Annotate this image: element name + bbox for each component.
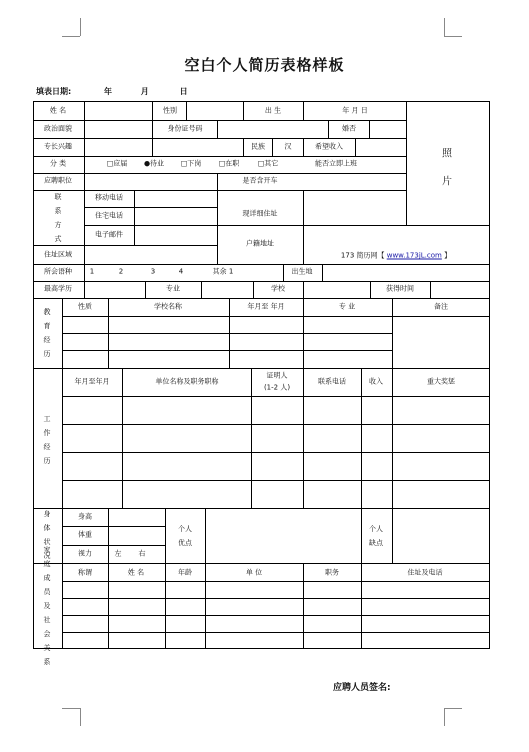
language-number-2: 2	[118, 267, 124, 276]
work-col-phone: 联系电话	[318, 377, 346, 386]
label-vision-left: 左	[114, 549, 122, 558]
label-weight: 体重	[78, 530, 92, 539]
label-work: 工作经历	[43, 415, 51, 465]
label-health: 身体状况	[43, 510, 51, 560]
language-number-4: 4	[178, 267, 184, 276]
page-title: 空白个人简历表格样板	[184, 56, 345, 74]
label-salary: 希望收入	[315, 142, 343, 151]
label-highest-education: 最高学历	[44, 284, 72, 293]
label-address: 现详细住址	[242, 209, 278, 218]
crop-mark	[62, 708, 80, 709]
language-other: 其余 1	[212, 267, 234, 276]
label-category: 分 类	[49, 159, 67, 168]
label-hobby: 专长兴趣	[44, 142, 72, 151]
family-col-name: 姓 名	[127, 568, 145, 577]
work-col-award: 重大奖惩	[427, 377, 455, 386]
photo-label-bottom: 片	[442, 176, 452, 188]
label-vision: 视力	[78, 549, 92, 558]
crop-mark	[444, 708, 445, 726]
family-col-address: 住址及电话	[407, 568, 443, 577]
site-link[interactable]: www.173jL.com	[386, 251, 442, 260]
edu-col-years: 年月至 年月	[247, 302, 285, 311]
edu-col-nature: 性质	[78, 302, 92, 311]
label-birthplace: 出生地	[291, 267, 313, 276]
category-option-unemployed[interactable]: ●待业	[143, 159, 165, 168]
value-nation: 汉	[284, 142, 292, 151]
label-birth: 出 生	[264, 106, 282, 115]
family-col-relation: 称谓	[78, 568, 92, 577]
crop-mark	[62, 36, 80, 37]
site-banner	[341, 252, 451, 261]
label-school: 学校	[271, 284, 285, 293]
fill-date-month: 月	[140, 87, 149, 96]
category-option-laidoff[interactable]: □下岗	[180, 159, 202, 168]
fill-date-day: 日	[179, 87, 188, 96]
label-birth-ymd: 年 月 日	[342, 106, 368, 115]
label-position: 应聘职位	[44, 176, 72, 185]
label-obtain-time: 获得时间	[386, 284, 414, 293]
label-family: 家庭成员及社会关系	[43, 546, 51, 666]
label-vision-right: 右	[138, 549, 146, 558]
crop-mark	[444, 36, 462, 37]
label-area: 住址区域	[44, 250, 72, 259]
label-weakness: 个人缺点	[369, 525, 383, 547]
work-col-unit: 单位名称及职务职称	[155, 377, 219, 386]
fill-date-label: 填表日期:	[36, 87, 72, 96]
work-col-reference-count: (1-2 人)	[263, 383, 291, 392]
site-banner-text: 173 简历网【	[340, 251, 387, 260]
applicant-signature-label: 应聘人员签名:	[333, 683, 391, 693]
crop-mark	[444, 708, 462, 709]
label-education: 教育经历	[43, 308, 51, 358]
label-email: 电子邮件	[95, 230, 123, 239]
crop-mark	[80, 708, 81, 726]
label-mobile: 移动电话	[95, 193, 123, 202]
language-number-3: 3	[150, 267, 156, 276]
label-name: 姓 名	[49, 106, 67, 115]
label-ready-to-work: 能否立即上班	[315, 159, 357, 168]
edu-col-major: 专 业	[338, 302, 356, 311]
edu-col-school: 学校名称	[154, 302, 182, 311]
label-major: 专业	[166, 284, 180, 293]
label-strength: 个人优点	[178, 525, 192, 547]
label-hukou: 户籍地址	[246, 239, 274, 248]
photo-label-top: 照	[442, 148, 452, 160]
work-col-years: 年月至年月	[74, 377, 110, 386]
category-option-employed[interactable]: □在职	[218, 159, 240, 168]
label-work-start: 是否含开车	[242, 176, 278, 185]
label-id-number: 身份证号码	[167, 124, 203, 133]
family-col-job: 职务	[325, 568, 339, 577]
family-col-age: 年龄	[178, 568, 192, 577]
category-option-graduate[interactable]: □应届	[106, 159, 128, 168]
label-home-phone: 住宅电话	[95, 211, 123, 220]
work-col-reference: 证明人	[266, 371, 288, 380]
fill-date-year: 年	[104, 87, 112, 96]
category-option-other[interactable]: □其它	[257, 159, 279, 168]
edu-col-note: 备注	[434, 302, 448, 311]
label-gender: 性别	[163, 106, 177, 115]
family-col-unit: 单 位	[245, 568, 263, 577]
fill-date	[36, 86, 188, 97]
work-col-income: 收入	[369, 377, 383, 386]
label-married: 婚否	[342, 124, 356, 133]
crop-mark	[444, 18, 445, 36]
language-number-1: 1	[89, 267, 95, 276]
label-nation: 民族	[251, 142, 265, 151]
label-contact: 联系方式	[54, 193, 62, 243]
label-politics: 政治面貌	[44, 124, 72, 133]
label-height: 身高	[78, 512, 92, 521]
site-banner-end: 】	[441, 251, 452, 260]
crop-mark	[80, 18, 81, 36]
label-language: 所会语种	[44, 267, 72, 276]
